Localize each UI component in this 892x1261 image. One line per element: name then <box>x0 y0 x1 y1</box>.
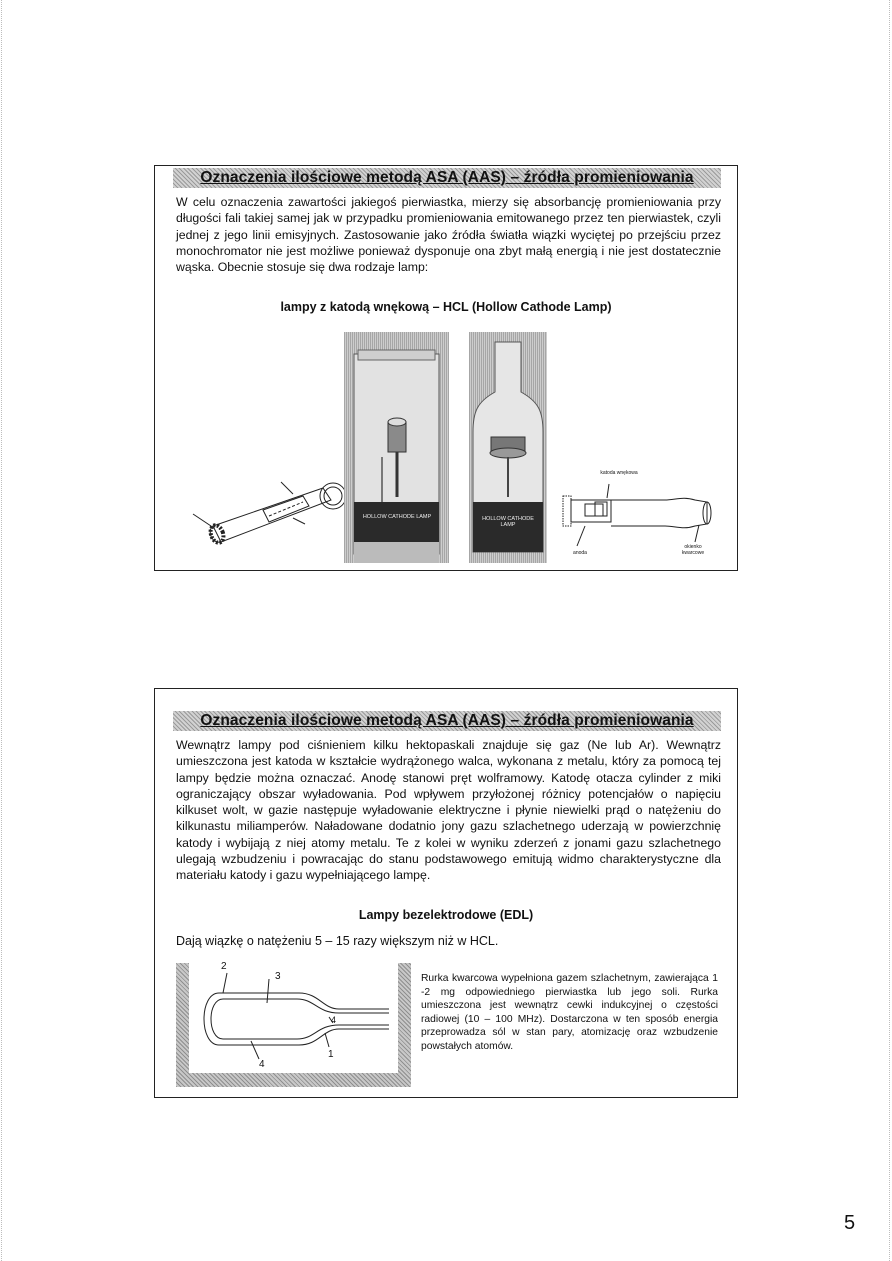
slide1-subheading: lampy z katodą wnękową – HCL (Hollow Cathode Lamp) <box>280 300 612 314</box>
slide1-title-bar <box>173 168 721 188</box>
page-number: 5 <box>844 1212 856 1234</box>
edl-diagram <box>176 963 411 1087</box>
slide2-title-bar <box>173 711 721 731</box>
edl-label-1: 1 <box>328 1049 334 1060</box>
hcl-cutaway-diagram <box>173 466 351 556</box>
slide2-title: Oznaczenia ilościowe metodą ASA (AAS) – źródła promieniowania <box>200 712 694 729</box>
anode-label: anoda <box>573 550 587 556</box>
slide-edl <box>154 688 738 1098</box>
slide-hcl <box>154 165 738 571</box>
edl-label-3: 3 <box>275 971 281 982</box>
slide2-intensity-line: Dają wiązkę o natężeniu 5 – 15 razy większym niż w HCL. <box>176 934 499 948</box>
page-right-edge <box>889 0 890 1261</box>
photo1-label: HOLLOW CATHODE LAMP <box>362 514 432 520</box>
cathode-label: katoda wnękowa <box>600 470 638 476</box>
slide1-title: Oznaczenia ilościowe metodą ASA (AAS) – źródła promieniowania <box>200 169 694 186</box>
slide1-paragraph: W celu oznaczenia zawartości jakiegoś pierwiastka, mierzy się absorbancję promieniowania przy długości fali takiej samej jak w przypadku promieniowania emitowanego przez ten pierwiastek, czyli jednej z jego linii emisyjnych. Zastosowanie jako źródła światła wiązki wyciętej po przejściu przez monochromator nie jest możliwe ponieważ dysponuje ona zbyt małą energią i nie jest dostatecznie wąska. Obecnie stosuje się dwa rodzaje lamp: <box>176 195 721 275</box>
slide2-paragraph: Wewnątrz lampy pod ciśnieniem kilku hektopaskali znajduje się gaz (Ne lub Ar). Wewnątrz umieszczona jest katoda w kształcie wydrążonego walca, wykonana z metalu, który za pomocą tej lampy będzie można oznaczać. Anodę stanowi pręt wolframowy. Katodę otacza cylinder z miki ograniczający obszar wyładowania. Pod wpływem przyłożonej różnicy potencjałów o napięciu kilkuset wolt, w gazie następuje wyładowanie elektryczne i płynie niewielki prąd o natężeniu do kilkunastu miliamperów. Naładowane dodatnio jony gazu szlachetnego uderzają w powierzchnię katody i wybijają z niej atomy metalu. Te z kolei w wyniku zderzeń z jonami gazu szlachetnego ulegają wzbudzeniu i powracając do stanu podstawowego emitują widmo charakterystyczne dla materiału katody i gazu wypełniającego lampę. <box>176 738 721 883</box>
slide2-subheading: Lampy bezelektrodowe (EDL) <box>358 908 534 922</box>
window-label: okienko kwarcowe <box>681 544 705 556</box>
hcl-photo-2 <box>469 332 547 563</box>
hcl-schematic-diagram <box>555 470 723 566</box>
hcl-photo-1 <box>344 332 449 563</box>
page-left-edge <box>1 0 2 1261</box>
edl-label-4b: 4 <box>259 1059 265 1070</box>
edl-caption: Rurka kwarcowa wypełniona gazem szlachetnym, zawierająca 1 -2 mg odpowiedniego pierwiastka lub jego soli. Rurka umieszczona jest wewnątrz cewki indukcyjnej o częstości radiowej (10 – 100 MHz). Dostarczona w ten sposób energia przeprowadza sól w stan pary, atomizację oraz wzbudzenie powstałych atomów. <box>421 973 718 1052</box>
edl-label-2: 2 <box>221 961 227 972</box>
edl-label-4a: 4 <box>331 1015 337 1025</box>
photo2-label: HOLLOW CATHODE LAMP <box>482 516 534 528</box>
